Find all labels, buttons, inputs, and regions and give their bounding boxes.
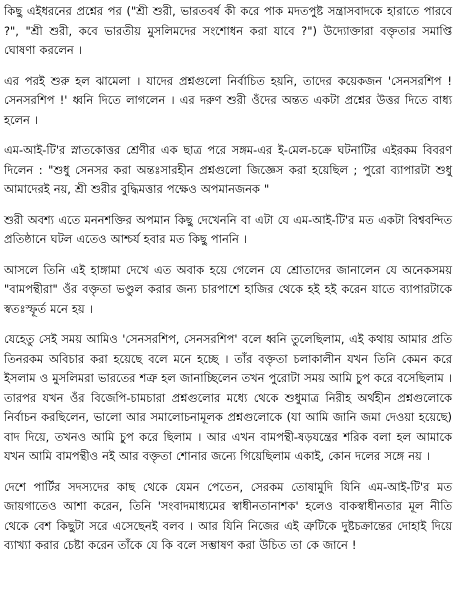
paragraph-2: এর পরই শুরু হল ঝামেলা । যাদের প্রশ্নগুলো নির্বাচিত হয়নি, তাদের কয়েকজন 'সেনসরশিপ ! সেনসরশিপ !' ধ্বনি দিতে লাগলেন । এর দরুণ শুরী ওঁদের অন্তত একটা প্রশ্নের উত্তর দিতে বাধ্য হলেন । (4, 73, 452, 127)
paragraph-4: শুরী অবশ্য এতে মননশক্তির অপমান কিছু দেখেননি বা এটা যে এম-আই-টি'র মত একটা বিশ্ববন্দিত প্রতিষ্ঠানে ঘটল এতেও আশ্চর্য হবার মত কিছু পাননি । (4, 212, 452, 246)
paragraph-1: কিছু এইধরনের প্রশ্নের পর ("শ্রী শুরী, ভারতবর্ষ কী করে পাক মদতপুষ্ট সন্ত্রাসবাদকে হারাতে পারবে ?", "শ্রী শুরী, কবে ভারতীয় মুসলিমদের সংশোধন করা যাবে ?") উদ্যোক্তারা বক্তৃতার সমাপ্তি ঘোষণা করলেন । (4, 4, 452, 57)
paragraph-5: আসলে তিনি এই হাঙ্গামা দেখে এত অবাক হয়ে গেলেন যে শ্রোতাদের জানালেন যে অনেকসময় "বামপন্থীরা" ওঁর বক্তৃতা ভণ্ডুল করার জন্য চারপাশে হাজির থেকে হই হই করেন যাতে ব্যাপারটাকে স্বতঃস্ফূর্ত মনে হয় । (4, 262, 452, 316)
paragraph-3: এম-আই-টি'র স্নাতকোত্তর শ্রেণীর এক ছাত্র পরে সঙ্গম-এর ই-মেল-চক্রে ঘটনাটির এইরকম বিবরণ দিলেন : "শুধু সেনসর করা অন্তঃসারহীন প্রশ্নগুলো জিজ্ঞেস করা হয়েছিল ; পুরো ব্যাপারটা শুধু আমাদেরই নয়, শ্রী শুরীর বুদ্ধিমত্তার পক্ষেও অপমানজনক " (4, 143, 452, 196)
paragraph-6: যেহেতু সেই সময় আমিও 'সেনসরশিপ, সেনসরশিপ' বলে ধ্বনি তুলেছিলাম, এই কথায় আমার প্রতি তিনরকম অবিচার করা হয়েছে বলে মনে হচ্ছে । তাঁর বক্তৃতা চলাকালীন যখন তিনি কেমন করে ইসলাম ও মুসলিমরা ভারতের শত্রু হল জানাচ্ছিলেন তখন পুরোটা সময় আমি চুপ করে বসেছিলাম । তারপর যখন ওঁর বিজেপি-চামচারা প্রশ্নগুলোর মধ্যে থেকে শুধুমাত্র নিরীহ অর্থহীন প্রশ্নগুলোকে নির্বাচন করছিলেন, ভালো আর সমালোচনামূলক প্রশ্নগুলোকে (যা আমি জানি জমা দেওয়া হয়েছে) বাদ দিয়ে, তখনও আমি চুপ করে ছিলাম । আর এখন বামপন্থী-ষড়যন্ত্রের শরিক বলা হল আমাকে যখন আমি বামপন্থীও নই আর বক্তৃতা শোনার জন্যে গিয়েছিলাম একাই, কোন দলের সঙ্গে নয় । (4, 332, 452, 463)
paragraph-7: দেশে পার্টির সদস্যদের কাছ থেকে যেমন পেতেন, সেরকম তোষামুদি যিনি এম-আই-টি'র মত জায়গাতেও আশা করেন, তিনি 'সংবাদমাধ্যমের স্বাধীনতানাশক' হলেও বাকস্বাধীনতার মূল নীতি থেকে বেশ কিছুটা সরে এসেছেনই বলব । আর যিনি নিজের এই ত্রুটিকে দুষ্টচক্রান্তের দোহাই দিয়ে ব্যাখ্যা করার চেষ্টা করেন তাঁকে যে কি বলে সম্ভাষণ করা উচিত তা কে জানে ! (4, 479, 452, 552)
